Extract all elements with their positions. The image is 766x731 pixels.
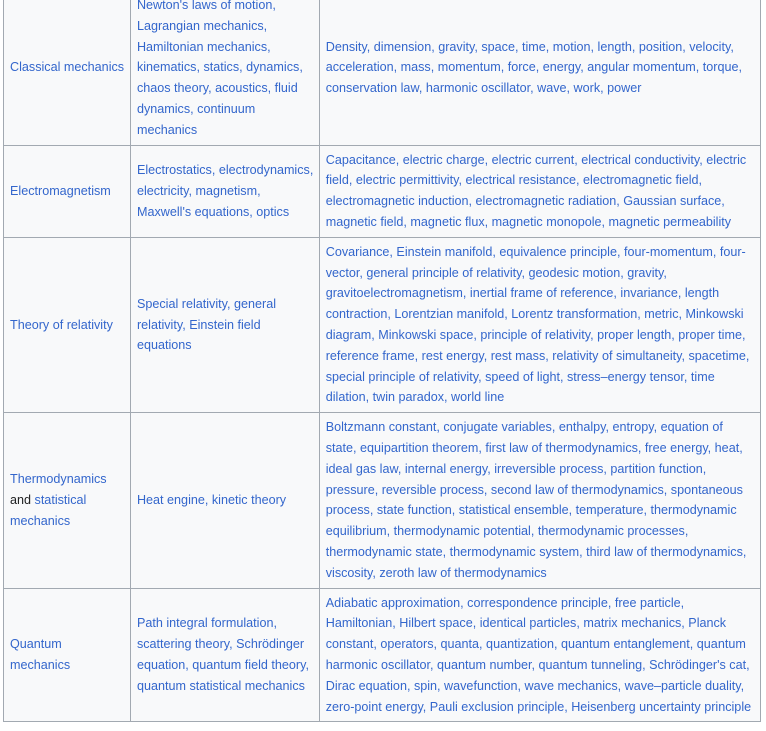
subfields-cell xyxy=(130,237,319,412)
concepts-cell xyxy=(319,0,760,145)
concepts-links[interactable]: Capacitance, electric charge, electric current, electrical conductivity, electric field, electric permittivity, electrical resistance, electromagnetic field, electromagnetic induction, electromagnetic radiation, Gaussian surface, magnetic field, magnetic flux, magnetic monopole, magnetic permeability xyxy=(325,152,747,229)
branch-cell xyxy=(4,413,131,588)
table-row xyxy=(4,145,761,237)
table-row xyxy=(4,413,761,588)
branch-link[interactable]: statistical mechanics xyxy=(10,492,87,528)
subfields-links[interactable]: Newton's laws of motion, Lagrangian mechanics, Hamiltonian mechanics, kinematics, statics, dynamics, chaos theory, acoustics, fluid dynamics, continuum mechanics xyxy=(136,0,303,137)
concepts-links[interactable]: Adiabatic approximation, correspondence principle, free particle, Hamiltonian, Hilbert space, identical particles, matrix mechanics, Planck constant, operators, quanta, quantization, quantum entanglement, quantum harmonic oscillator, quantum number, quantum tunneling, Schrödinger's cat, Dirac equation, spin, wavefunction, wave mechanics, wave–particle duality, zero-point energy, Pauli exclusion principle, Heisenberg uncertainty principle xyxy=(325,595,752,714)
subfields-links[interactable]: Path integral formulation, scattering theory, Schrödinger equation, quantum field theory, quantum statistical mechanics xyxy=(136,616,309,693)
subfields-links[interactable]: Heat engine, kinetic theory xyxy=(136,492,287,507)
subfields-cell xyxy=(130,588,319,722)
subfields-cell xyxy=(130,145,319,237)
concepts-links[interactable]: Covariance, Einstein manifold, equivalence principle, four-momentum, four-vector, general principle of relativity, geodesic motion, gravity, gravitoelectromagnetism, inertial frame of reference, invariance, length contraction, Lorentzian manifold, Lorentz transformation, metric, Minkowski diagram, Minkowski space, principle of relativity, proper length, proper time, reference frame, rest energy, rest mass, relativity of simultaneity, spacetime, special principle of relativity, speed of light, stress–energy tensor, time dilation, twin paradox, world line xyxy=(325,244,750,405)
subfields-links[interactable]: Special relativity, general relativity, Einstein field equations xyxy=(136,296,277,353)
table-row xyxy=(4,588,761,722)
branch-cell xyxy=(4,145,131,237)
concepts-cell xyxy=(319,588,760,722)
concepts-cell xyxy=(319,237,760,412)
subfields-cell xyxy=(130,413,319,588)
subfields-cell xyxy=(130,0,319,145)
branch-cell xyxy=(4,0,131,145)
subfields-links[interactable]: Electrostatics, electrodynamics, electricity, magnetism, Maxwell's equations, optics xyxy=(136,162,314,219)
branch-link[interactable]: Electromagnetism xyxy=(10,183,111,198)
table-row xyxy=(4,237,761,412)
branch-link[interactable]: Classical mechanics xyxy=(10,60,125,75)
physics-branches-table-wrapper xyxy=(3,0,763,731)
concepts-cell xyxy=(319,145,760,237)
branch-cell xyxy=(4,237,131,412)
branch-link[interactable]: Thermodynamics xyxy=(10,472,107,487)
branch-joiner: and xyxy=(10,492,32,507)
branch-cell xyxy=(4,588,131,722)
concepts-links[interactable]: Density, dimension, gravity, space, time, motion, length, position, velocity, acceleration, mass, momentum, force, energy, angular momentum, torque, conservation law, harmonic oscillator, wave, work, power xyxy=(325,39,742,96)
table-row xyxy=(4,0,761,145)
branch-link[interactable]: Quantum mechanics xyxy=(10,637,71,672)
branch-link[interactable]: Theory of relativity xyxy=(10,317,113,332)
concepts-links[interactable]: Boltzmann constant, conjugate variables, enthalpy, entropy, equation of state, equipartition theorem, first law of thermodynamics, free energy, heat, ideal gas law, internal energy, irreversible process, partition function, pressure, reversible process, second law of thermodynamics, spontaneous process, state function, statistical ensemble, temperature, thermodynamic equilibrium, thermodynamic potential, thermodynamic processes, thermodynamic state, thermodynamic system, third law of thermodynamics, viscosity, zeroth law of thermodynamics xyxy=(325,420,747,580)
physics-branches-table xyxy=(3,0,761,722)
concepts-cell xyxy=(319,413,760,588)
